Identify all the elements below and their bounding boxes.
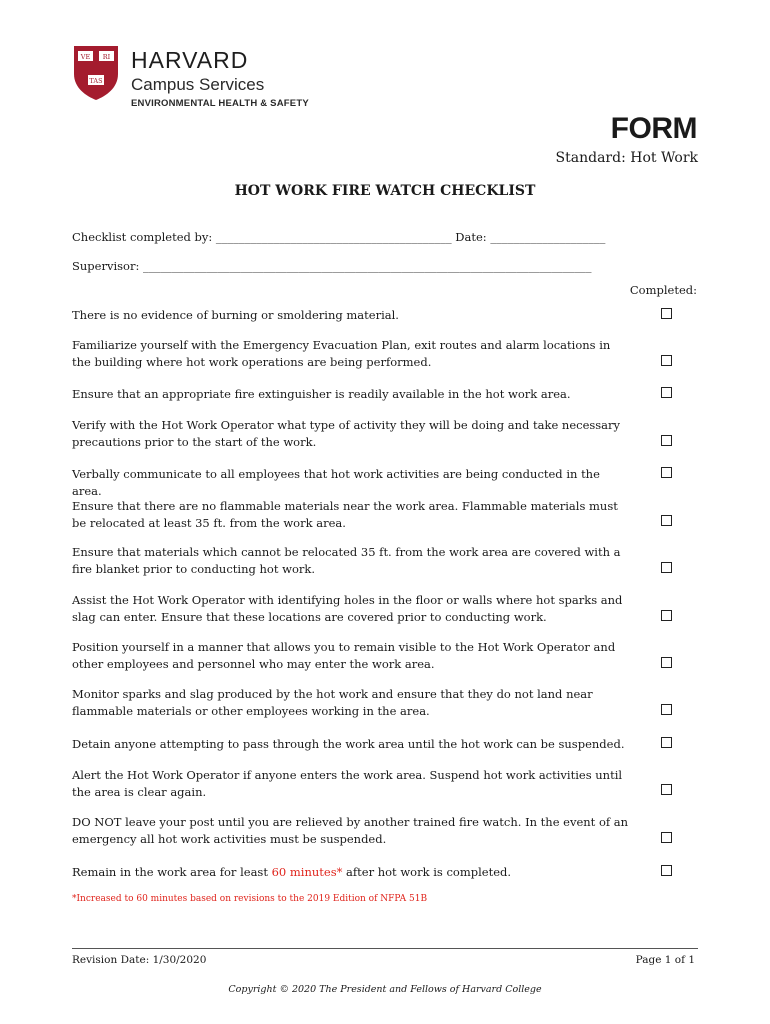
checkbox[interactable] (661, 355, 672, 366)
completed-column-label: Completed: (629, 283, 697, 297)
completed-by-field[interactable]: Checklist completed by: _________________________________________ Date: ____________________ (72, 230, 606, 244)
last-item-highlight: 60 minutes* (271, 865, 343, 879)
checkbox[interactable] (661, 784, 672, 795)
checkbox[interactable] (661, 562, 672, 573)
footer-divider (72, 948, 698, 949)
svg-text:RI: RI (102, 53, 111, 61)
harvard-logo (72, 44, 312, 114)
checklist-item: Verbally communicate to all employees that hot work activities are being conducted in the area. (72, 467, 600, 498)
checklist-item: Ensure that materials which cannot be relocated 35 ft. from the work area are covered with a fire blanket prior to conducting hot work. (72, 545, 621, 576)
footnote: *Increased to 60 minutes based on revisions to the 2019 Edition of NFPA 51B (72, 894, 428, 904)
checklist-item: There is no evidence of burning or smoldering material. (72, 308, 399, 322)
checklist-item: DO NOT leave your post until you are relieved by another trained fire watch. In the event of an emergency all hot work activities must be suspended. (72, 815, 629, 846)
checklist-item: Ensure that there are no flammable materials near the work area. Flammable materials must be relocated at least 35 ft. from the work area. (72, 499, 618, 530)
checklist-item: Detain anyone attempting to pass through the work area until the hot work can be suspended. (72, 737, 625, 751)
checklist-item: Assist the Hot Work Operator with identifying holes in the floor or walls where hot sparks and slag can enter. Ensure that these locations are covered prior to conducting work. (72, 593, 623, 624)
checkbox[interactable] (661, 387, 672, 398)
supervisor-field[interactable]: Supervisor: ______________________________________________________________________________ (72, 259, 592, 273)
checklist-item: Alert the Hot Work Operator if anyone enters the work area. Suspend hot work activities until the area is clear again. (72, 768, 623, 799)
checkbox[interactable] (661, 737, 672, 748)
brand-department: ENVIRONMENTAL HEALTH & SAFETY (131, 98, 309, 109)
checklist-item: Familiarize yourself with the Emergency Evacuation Plan, exit routes and alarm locations in the building where hot work operations are being performed. (72, 338, 611, 369)
last-item-prefix: Remain in the work area for least (72, 865, 272, 879)
revision-date: Revision Date: 1/30/2020 (72, 954, 207, 966)
svg-text:VE: VE (80, 53, 91, 61)
standard-label: Standard: Hot Work (555, 150, 698, 166)
checkbox[interactable] (661, 865, 672, 876)
copyright: Copyright © 2020 The President and Fellows of Harvard College (228, 984, 542, 995)
page-number: Page 1 of 1 (635, 954, 695, 966)
checkbox[interactable] (661, 308, 672, 319)
brand-unit: Campus Services (131, 75, 265, 94)
checkbox[interactable] (661, 832, 672, 843)
svg-text:TAS: TAS (89, 77, 103, 85)
harvard-shield-icon (72, 44, 120, 102)
checkbox[interactable] (661, 467, 672, 478)
checkbox[interactable] (661, 515, 672, 526)
last-item-suffix: after hot work is completed. (342, 865, 512, 879)
page-title: HOT WORK FIRE WATCH CHECKLIST (234, 183, 536, 199)
checklist-item: Position yourself in a manner that allows you to remain visible to the Hot Work Operator and other employees and personnel who may enter the work area. (72, 640, 616, 671)
checkbox[interactable] (661, 657, 672, 668)
form-label: FORM (610, 112, 697, 145)
checklist-item: Verify with the Hot Work Operator what type of activity they will be doing and take necessary precautions prior to the start of the work. (72, 418, 621, 449)
checkbox[interactable] (661, 435, 672, 446)
checkbox[interactable] (661, 610, 672, 621)
checklist-item-last (72, 864, 632, 881)
checklist-item: Ensure that an appropriate fire extinguisher is readily available in the hot work area. (72, 387, 571, 401)
checklist-item: Monitor sparks and slag produced by the hot work and ensure that they do not land near flammable materials or other employees working in the area. (72, 687, 593, 718)
checkbox[interactable] (661, 704, 672, 715)
brand-name: HARVARD (131, 47, 249, 73)
